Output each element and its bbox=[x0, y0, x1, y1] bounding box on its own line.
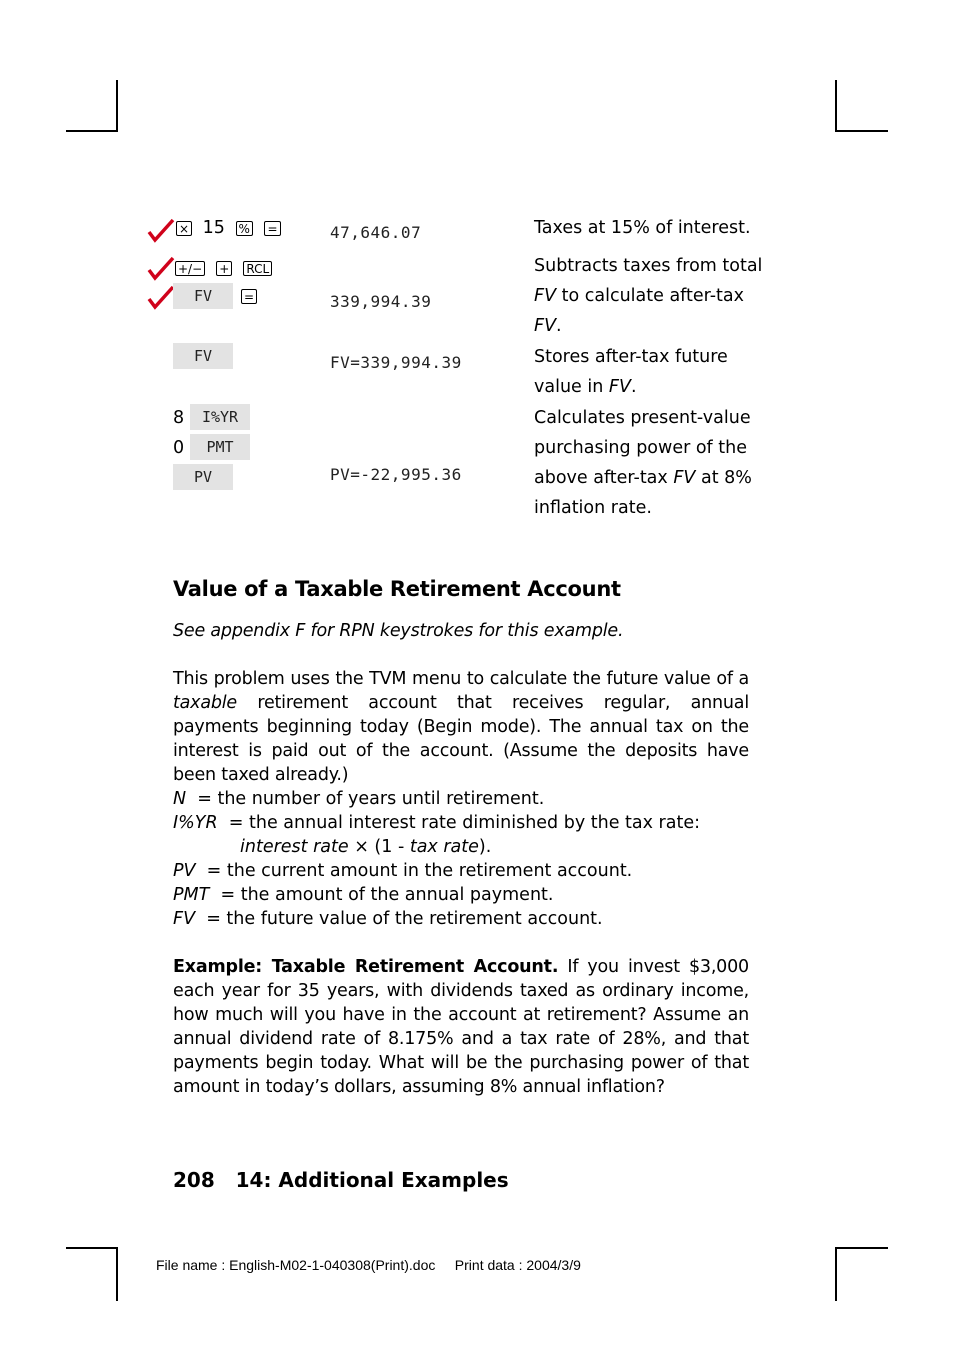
definition-item: N = the number of years until retirement. bbox=[173, 789, 545, 809]
equals-key[interactable]: = bbox=[241, 289, 257, 304]
keystroke-row bbox=[175, 258, 272, 277]
step-description: Stores after-tax future value in FV. bbox=[534, 347, 728, 397]
step-description: Calculates present-value purchasing power of the above after-tax FV at 8% inflation rate. bbox=[534, 408, 752, 518]
percent-key[interactable]: % bbox=[236, 221, 253, 236]
crop-mark bbox=[116, 1247, 118, 1301]
rcl-key[interactable]: RCL bbox=[243, 261, 272, 276]
crop-mark bbox=[835, 1247, 837, 1301]
check-icon bbox=[147, 256, 175, 282]
print-info: File name : English-M02-1-040308(Print).doc Print data : 2004/3/9 bbox=[156, 1257, 581, 1273]
crop-mark bbox=[835, 130, 888, 132]
definition-item: FV = the future value of the retirement account. bbox=[173, 909, 603, 929]
page-number: 208 bbox=[173, 1168, 215, 1192]
step-description: Subtracts taxes from total FV to calculate after-tax FV. bbox=[534, 256, 763, 336]
plus-key[interactable]: + bbox=[216, 261, 232, 276]
formula: interest rate × (1 - tax rate). bbox=[240, 837, 492, 857]
iyr-softkey[interactable]: I%YR bbox=[190, 404, 250, 430]
display-value: 339,994.39 bbox=[330, 292, 432, 311]
crop-mark bbox=[116, 80, 118, 132]
page-footer bbox=[173, 1168, 509, 1192]
definition-item: PMT = the amount of the annual payment. bbox=[173, 885, 554, 905]
check-icon bbox=[147, 285, 175, 311]
number-8: 8 bbox=[173, 408, 185, 428]
crop-mark bbox=[66, 1247, 118, 1249]
step-description: Taxes at 15% of interest. bbox=[534, 218, 751, 238]
crop-mark bbox=[835, 80, 837, 132]
check-icon bbox=[147, 218, 175, 244]
crop-mark bbox=[835, 1247, 888, 1249]
example-paragraph: Example: Taxable Retirement Account. If you invest $3,000 each year for 35 years, with dividends taxed as ordinary income, how much will you have in the account at retirement? Assume an annual dividend rate of 8.175% and a tax rate of 28%, and that payments begin today. What will be the purchasing power of that amount in today’s dollars, assuming 8% annual inflation? bbox=[173, 957, 749, 1097]
intro-paragraph: This problem uses the TVM menu to calculate the future value of a taxable retirement account that receives regular, annual payments beginning today (Begin mode). The annual tax on the interest is paid out of the account. (Assume the deposits have been taxed already.) bbox=[173, 669, 749, 785]
equals-key[interactable]: = bbox=[264, 221, 280, 236]
keystroke-row bbox=[176, 218, 281, 238]
multiply-key[interactable]: × bbox=[176, 221, 192, 236]
fv-softkey[interactable]: FV bbox=[173, 283, 233, 309]
definitions-list bbox=[173, 787, 700, 931]
chapter-title: 14: Additional Examples bbox=[235, 1168, 509, 1192]
display-value: PV=-22,995.36 bbox=[330, 465, 462, 484]
number-0: 0 bbox=[173, 438, 185, 458]
number-15: 15 bbox=[202, 218, 225, 238]
change-sign-key[interactable]: +/− bbox=[175, 261, 205, 276]
rpn-note: See appendix F for RPN keystrokes for this example. bbox=[173, 621, 624, 641]
section-title: Value of a Taxable Retirement Account bbox=[173, 577, 621, 601]
pmt-softkey[interactable]: PMT bbox=[190, 434, 250, 460]
definition-item: I%YR = the annual interest rate diminished by the tax rate: bbox=[173, 813, 700, 833]
crop-mark bbox=[66, 130, 118, 132]
display-value: FV=339,994.39 bbox=[330, 353, 462, 372]
definition-item: PV = the current amount in the retirement account. bbox=[173, 861, 633, 881]
display-value: 47,646.07 bbox=[330, 223, 422, 242]
fv-softkey[interactable]: FV bbox=[173, 343, 233, 369]
pv-softkey[interactable]: PV bbox=[173, 464, 233, 490]
